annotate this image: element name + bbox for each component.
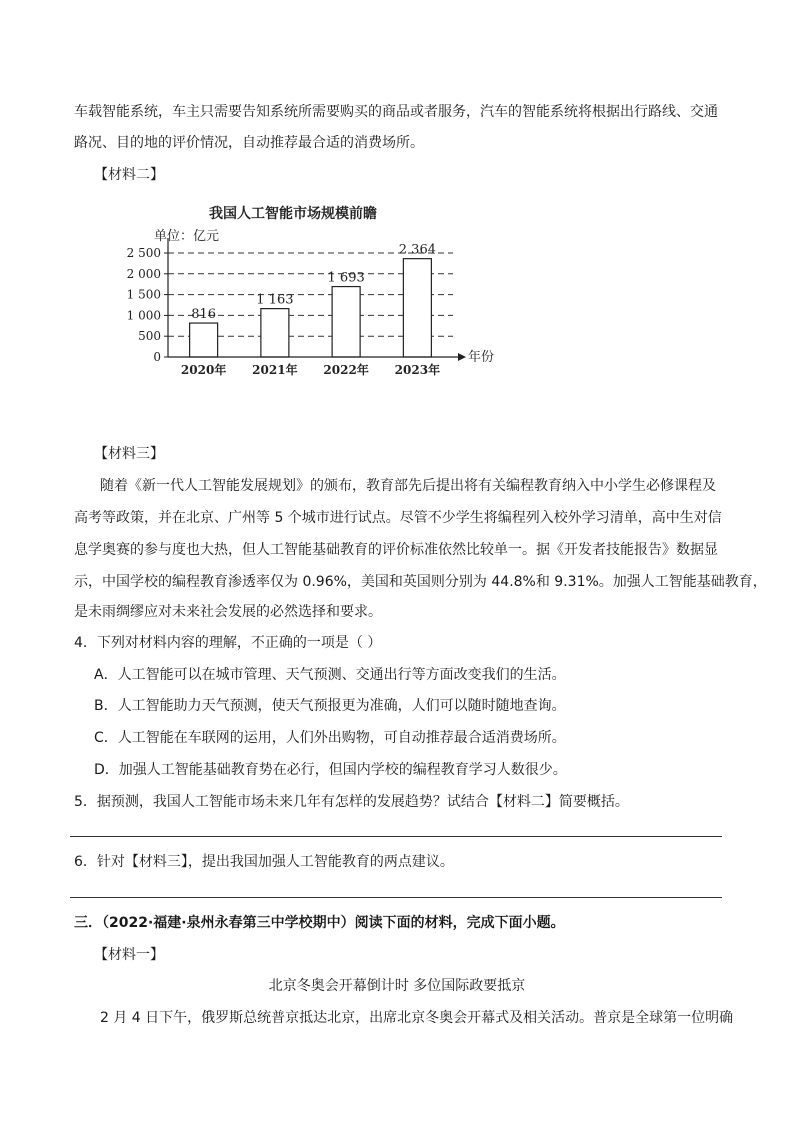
y-tick-label: 2 000 [126, 266, 161, 281]
section-heading: 三．（2022·福建·泉州永春第三中学校期中）阅读下面的材料，完成下面小题。 [74, 915, 565, 931]
paragraph-line: 车载智能系统，车主只需要告知系统所需要购买的商品或者服务，汽车的智能系统将根据出行路线、交通 [74, 104, 718, 120]
chart-title: 我国人工智能市场规模前瞻 [209, 206, 377, 222]
option-a: A．人工智能可以在城市管理、天气预测、交通出行等方面改变我们的生活。 [94, 667, 566, 683]
bar [332, 287, 360, 357]
news-title: 北京冬奥会开幕倒计时 多位国际政要抵京 [268, 978, 526, 994]
bar-value-label: 816 [191, 307, 217, 323]
paragraph-line: 是未雨绸缪应对未来社会发展的必然选择和要求。 [74, 604, 382, 620]
y-tick-label: 2 500 [126, 246, 161, 260]
answer-line [70, 897, 722, 898]
paragraph-line: 路况、目的地的评价情况，自动推荐最合适的消费场所。 [74, 135, 424, 151]
paragraph-line: 随着《新一代人工智能发展规划》的颁布，教育部先后提出将有关编程教育纳入中小学生必修课程及 [100, 478, 716, 494]
paragraph-line: 息学奥赛的参与度也大热，但人工智能基础教育的评价标准依然比较单一。据《开发者技能报告》数据显 [74, 542, 718, 558]
option-c: C．人工智能在车联网的运用，人们外出购物，可自动推荐最合适消费场所。 [94, 730, 566, 746]
bar [190, 323, 218, 357]
x-axis-arrow [458, 353, 466, 361]
material-label: 【材料一】 [94, 947, 164, 963]
answer-line [70, 836, 722, 837]
material-label: 【材料二】 [94, 167, 164, 183]
x-category-label: 2022年 [323, 363, 369, 377]
y-tick-label: 1 000 [126, 308, 161, 323]
question-4: 4．下列对材料内容的理解，不正确的一项是（ ） [74, 635, 382, 651]
paragraph-line: 高考等政策，并在北京、广州等 5 个城市进行试点。尽管不少学生将编程列入校外学习清单，高中生对信 [74, 510, 722, 526]
option-b: B．人工智能助力天气预测，使天气预报更为准确，人们可以随时随地查询。 [94, 698, 566, 714]
bar-value-label: 1 163 [256, 292, 294, 308]
x-category-label: 2023年 [394, 363, 441, 377]
y-tick-label: 0 [153, 350, 161, 364]
x-category-label: 2021年 [252, 363, 298, 377]
market-size-bar-chart [118, 198, 498, 384]
bar [403, 259, 431, 357]
bar-value-label: 2 364 [398, 242, 436, 258]
bar [261, 309, 289, 357]
question-5: 5．据预测，我国人工智能市场未来几年有怎样的发展趋势？试结合【材料二】简要概括。 [74, 794, 629, 810]
paragraph-line: 示，中国学校的编程教育渗透率仅为 0.96%，美国和英国则分别为 44.8%和 9.31%。加强人工智能基础教育， [74, 574, 767, 590]
question-6: 6．针对【材料三】，提出我国加强人工智能教育的两点建议。 [74, 854, 454, 870]
option-d: D．加强人工智能基础教育势在必行，但国内学校的编程教育学习人数很少。 [94, 762, 567, 778]
y-tick-label: 1 500 [126, 287, 161, 302]
bar-value-label: 1 693 [327, 270, 365, 286]
x-category-label: 2020年 [180, 363, 227, 377]
unit-label: 单位：亿元 [154, 229, 220, 244]
material-label: 【材料三】 [94, 446, 164, 462]
paragraph-line: 2 月 4 日下午，俄罗斯总统普京抵达北京，出席北京冬奥会开幕式及相关活动。普京是全球第一位明确 [100, 1010, 734, 1026]
y-tick-label: 500 [138, 329, 161, 344]
x-axis-label: 年份 [468, 350, 495, 365]
